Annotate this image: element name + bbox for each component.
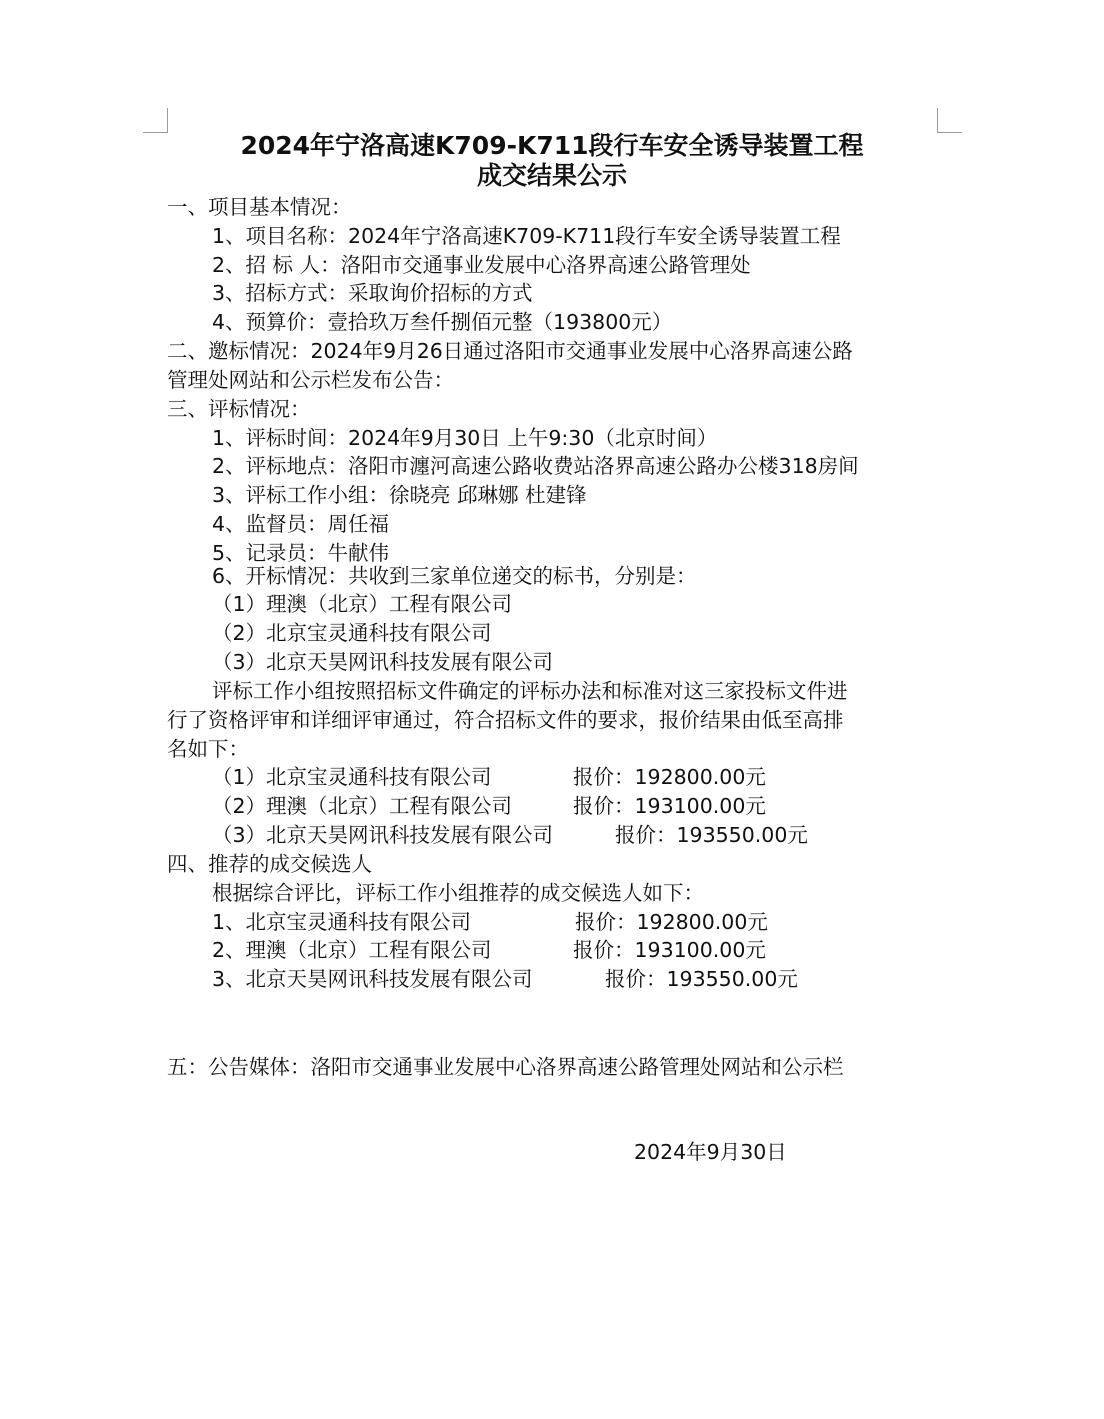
- bidder-item: （2）北京宝灵通科技有限公司: [212, 621, 492, 645]
- eval-paragraph-line3: 名如下：: [167, 737, 249, 761]
- budget-price: 4、预算价：壹拾玖万叁仟捌佰元整（193800元）: [212, 310, 673, 334]
- announcement-media: 五：公告媒体：洛阳市交通事业发展中心洛界高速公路管理处网站和公示栏: [167, 1055, 844, 1079]
- candidate-price: 报价：193550.00元: [605, 967, 798, 991]
- corner-mark-top-right: [937, 108, 962, 133]
- section2-line2: 管理处网站和公示栏发布公告：: [167, 368, 454, 392]
- section2-line1: 二、邀标情况：2024年9月26日通过洛阳市交通事业发展中心洛界高速公路: [167, 339, 853, 363]
- document-subtitle: 成交结果公示: [476, 161, 627, 190]
- tenderer: 2、招 标 人：洛阳市交通事业发展中心洛界高速公路管理处: [212, 253, 751, 277]
- eval-committee: 3、评标工作小组：徐晓亮 邱琳娜 杜建锋: [212, 483, 587, 507]
- eval-time: 1、评标时间：2024年9月30日 上午9:30（北京时间）: [212, 426, 718, 450]
- ranking-price: 报价：193100.00元: [573, 794, 766, 818]
- eval-paragraph-line2: 行了资格评审和详细评审通过，符合招标文件的要求，报价结果由低至高排: [167, 708, 844, 732]
- eval-paragraph-line1: 评标工作小组按照招标文件确定的评标办法和标准对这三家投标文件进: [212, 679, 848, 703]
- ranking-name: （3）北京天昊网讯科技发展有限公司: [212, 823, 554, 847]
- ranking-name: （2）理澳（北京）工程有限公司: [212, 794, 513, 818]
- bid-opening: 6、开标情况：共收到三家单位递交的标书，分别是：: [212, 564, 697, 588]
- candidate-name: 3、北京天昊网讯科技发展有限公司: [212, 967, 533, 991]
- recorder: 5、记录员：牛献伟: [212, 541, 390, 565]
- candidate-name: 1、北京宝灵通科技有限公司: [212, 910, 472, 934]
- ranking-price: 报价：193550.00元: [615, 823, 808, 847]
- corner-mark-top-left: [143, 108, 168, 133]
- bidder-item: （1）理澳（北京）工程有限公司: [212, 592, 513, 616]
- candidate-name: 2、理澳（北京）工程有限公司: [212, 938, 492, 962]
- bidder-item: （3）北京天昊网讯科技发展有限公司: [212, 650, 554, 674]
- tender-method: 3、招标方式：采取询价招标的方式: [212, 281, 533, 305]
- eval-location: 2、评标地点：洛阳市瀍河高速公路收费站洛界高速公路办公楼318房间: [212, 454, 859, 478]
- project-name: 1、项目名称：2024年宁洛高速K709-K711段行车安全诱导装置工程: [212, 224, 841, 248]
- section3-heading: 三、评标情况：: [167, 397, 311, 421]
- candidates-intro: 根据综合评比，评标工作小组推荐的成交候选人如下：: [212, 881, 704, 905]
- candidate-price: 报价：193100.00元: [573, 938, 766, 962]
- supervisor: 4、监督员：周任福: [212, 512, 390, 536]
- candidate-price: 报价：192800.00元: [575, 910, 768, 934]
- ranking-name: （1）北京宝灵通科技有限公司: [212, 765, 492, 789]
- ranking-price: 报价：192800.00元: [573, 765, 766, 789]
- document-date: 2024年9月30日: [634, 1140, 787, 1164]
- section4-heading: 四、推荐的成交候选人: [167, 852, 372, 876]
- section1-heading: 一、项目基本情况：: [167, 195, 352, 219]
- document-title: 2024年宁洛高速K709-K711段行车安全诱导装置工程: [240, 131, 864, 160]
